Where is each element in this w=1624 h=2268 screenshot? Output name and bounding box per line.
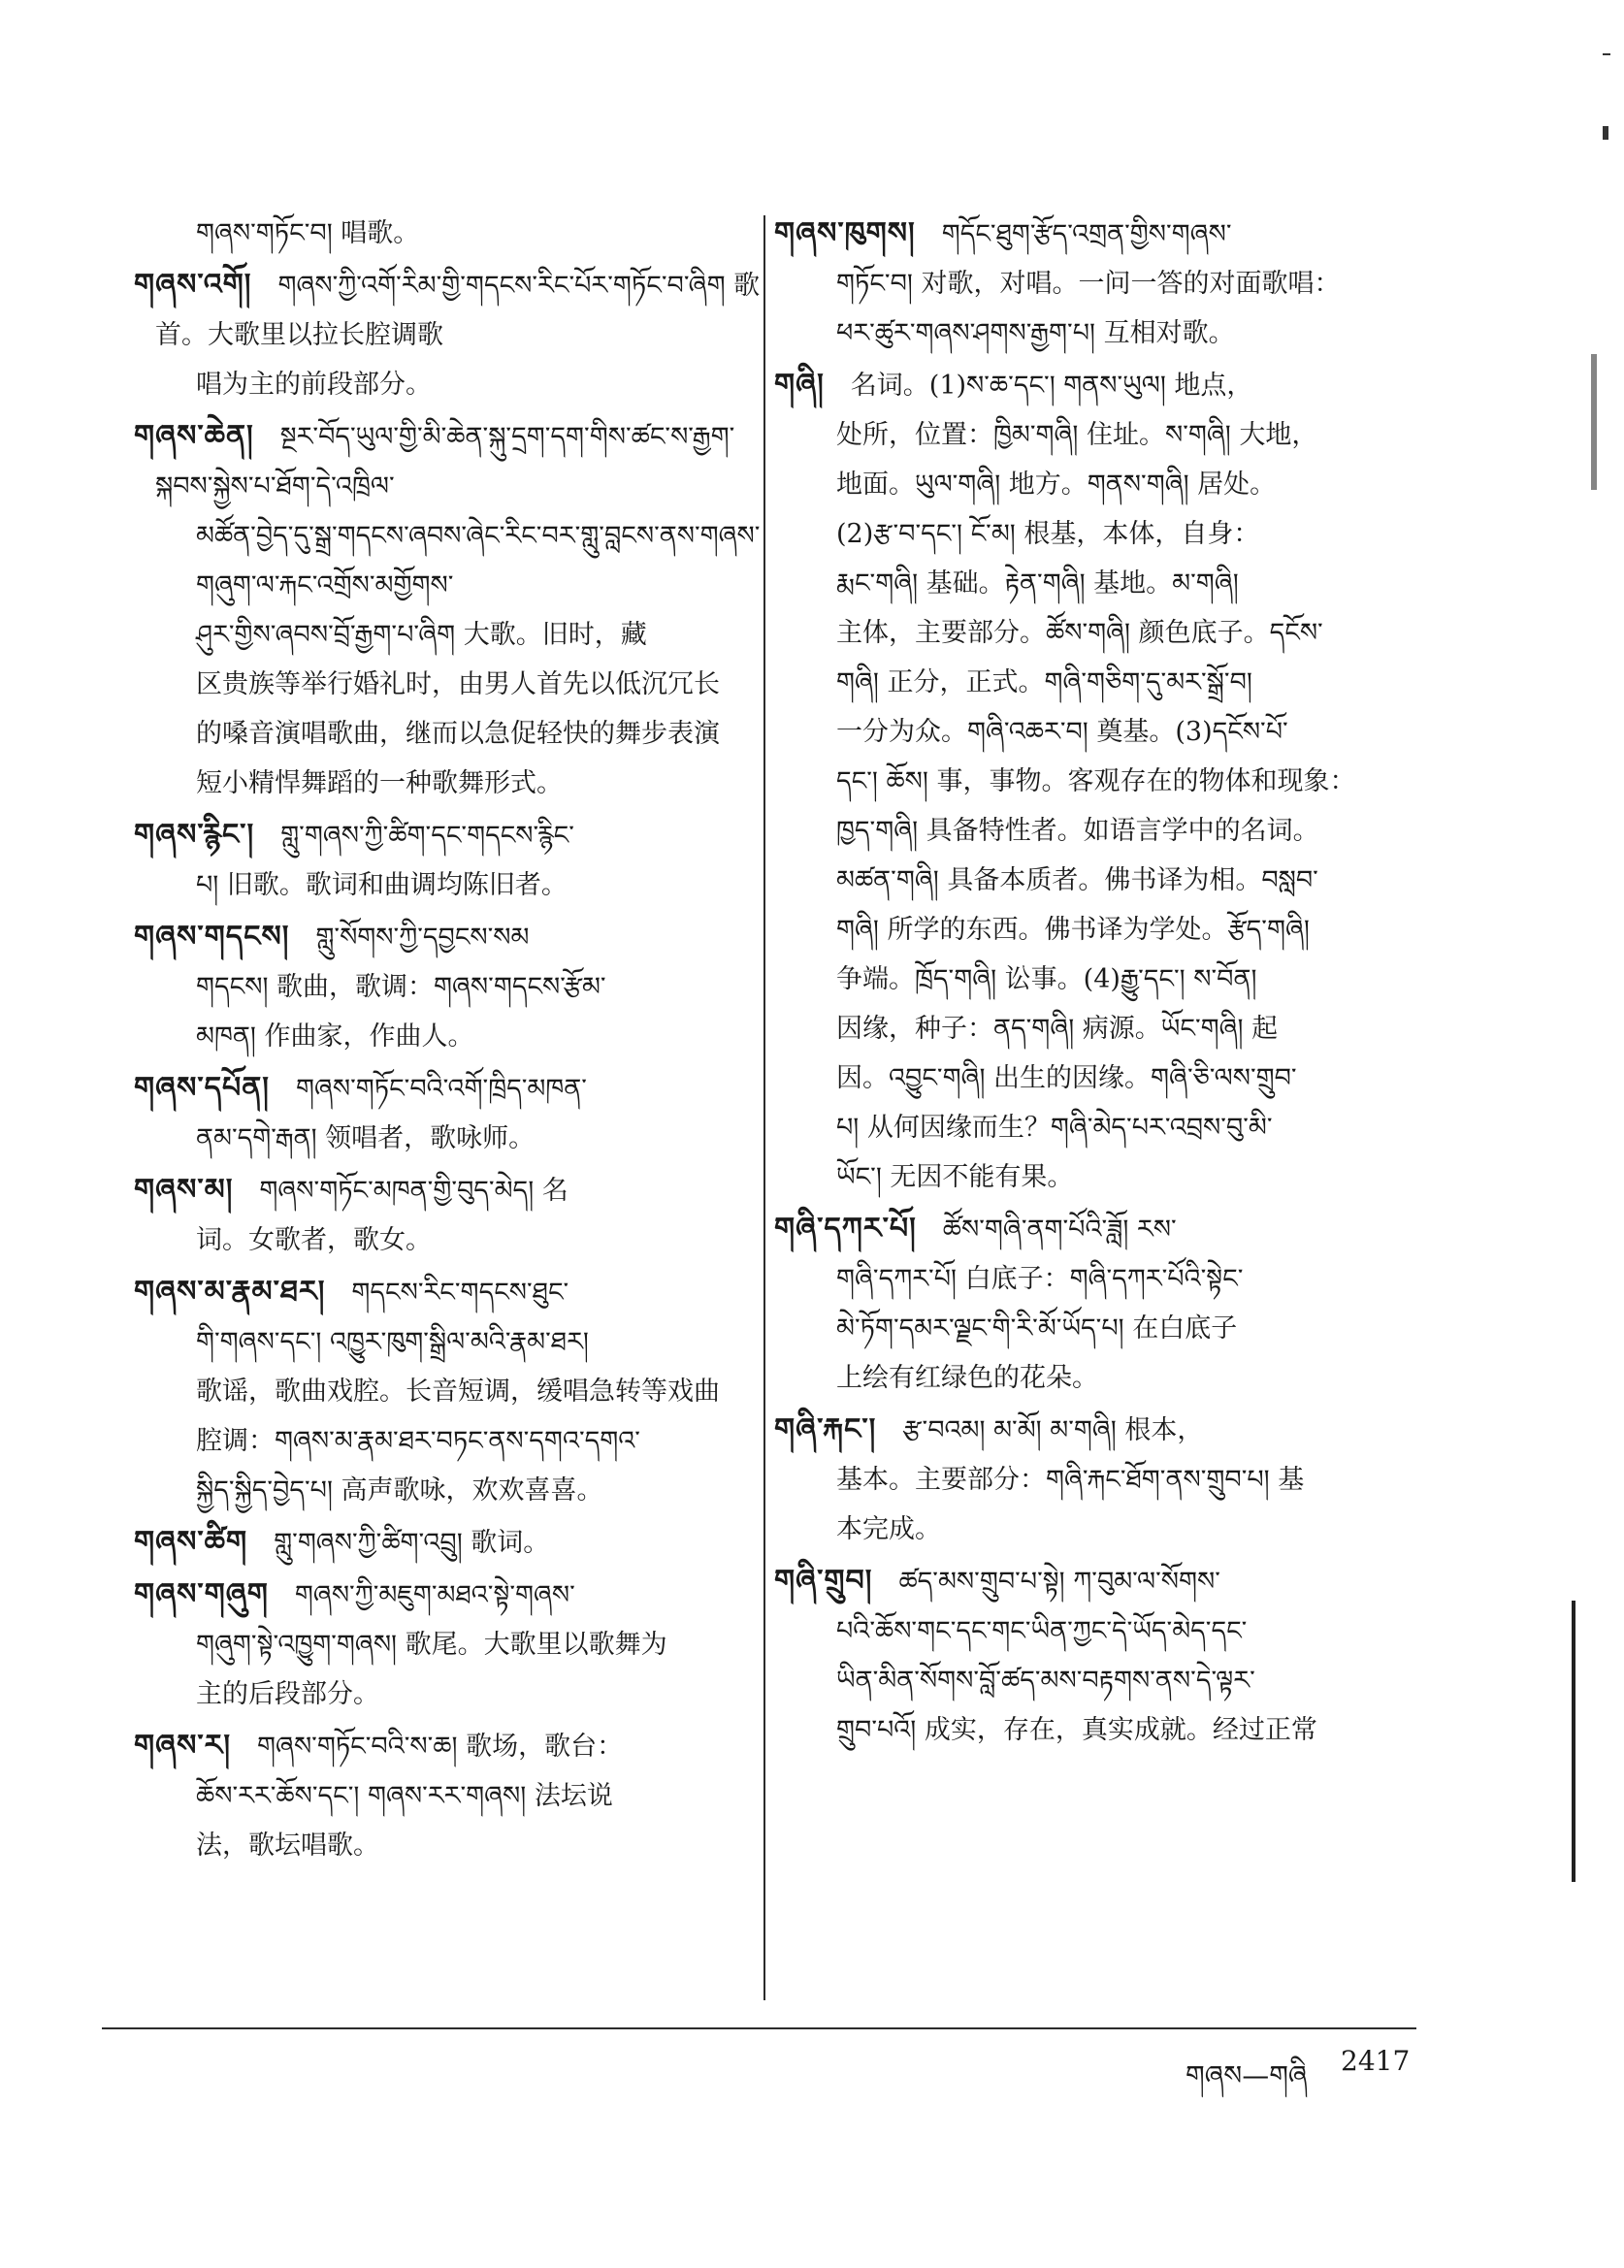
entry-headword: གཞས་ཁུགས། xyxy=(774,216,916,250)
entry-text: 唱为主的前段部分。 xyxy=(196,370,432,400)
entry-text: ཕར་ཚུར་གཞས་ཤགས་རྒྱག་པ། 互相对歌。 xyxy=(836,318,1235,348)
entry-text: 本完成。 xyxy=(836,1514,941,1544)
dictionary-entry xyxy=(774,1556,1416,1755)
entry-text: གཏོང་བ། 对歌，对唱。一问一答的对面歌唱： xyxy=(836,269,1341,299)
entry-text: ཁྱད་གཞི། 具备特性者。如语言学中的名词。 xyxy=(836,816,1319,846)
entry-headword: གཞས་གདངས། xyxy=(134,920,290,954)
entry-text: 一分为众。གཞི་འཆར་བ། 奠基。(3)དངོས་པོ་ xyxy=(836,717,1288,747)
dictionary-entry xyxy=(774,209,1416,358)
entry-text: 主的后段部分。 xyxy=(196,1679,379,1709)
entry-text: 的嗓音演唱歌曲，继而以急促轻快的舞步表演 xyxy=(196,719,720,749)
entry-text: པ། 旧歌。歌词和曲调均陈旧者。 xyxy=(196,870,568,900)
entry-text: མཁན། 作曲家，作曲人。 xyxy=(196,1021,474,1052)
entry-text: མཚོན་བྱེད་དུ་སྒྲ་གདངས་ཞབས་ཞེང་རིང་བར་གླུ་བླངས་ནས་གཞས་གཞུག་ལ་རྐང་འགྲོས་མགྱོགས་ xyxy=(196,521,761,600)
entry-text: མཚན་གཞི། 具备本质者。佛书译为相。བསླབ་ xyxy=(836,865,1318,895)
entry-text: གཞི། 正分，正式。གཞི་གཅིག་དུ་མར་སྒྲོ་བ། xyxy=(836,667,1252,697)
entry-text: གཞས་གཏོང་བ། 唱歌。 xyxy=(196,218,420,248)
scan-mark xyxy=(1572,1601,1575,1882)
entry-text: གླུ་གཞས་ཀྱི་ཚིག་འབྲུ། 歌词。 xyxy=(274,1528,550,1558)
scan-mark xyxy=(1603,53,1610,55)
dictionary-entry xyxy=(134,411,776,808)
running-head: གཞས—གཞི xyxy=(1186,2059,1308,2091)
entry-headword: གཞི་རྐང་། xyxy=(774,1412,877,1446)
entry-text: ཚད་མས་གྲུབ་པ་སྟེ། ཀ་བུམ་ལ་སོགས་ xyxy=(898,1567,1220,1597)
entry-text: རྨང་གཞི། 基础。རྟེན་གཞི། 基地。མ་གཞི། xyxy=(836,568,1239,599)
dictionary-entry xyxy=(134,810,776,910)
entry-text: གྲུབ་པའོ། 成实，存在，真实成就。经过正常 xyxy=(836,1715,1317,1745)
entry-text: གདངས། 歌曲，歌调：གཞས་གདངས་རྩོམ་ xyxy=(196,972,606,1002)
entry-text: 主体，主要部分。ཚོས་གཞི། 颜色底子。དངོས་ xyxy=(836,618,1323,648)
entry-headword: གཞི་དཀར་པོ། xyxy=(774,1212,917,1246)
entry-headword: གཞས་མ་རྣམ་ཐར། xyxy=(134,1275,326,1309)
entry-text: 腔调：གཞས་མ་རྣམ་ཐར་བཏང་ནས་དགའ་དགའ་ xyxy=(196,1426,640,1456)
entry-text: ཡོང་། 无因不能有果。 xyxy=(836,1162,1074,1192)
entry-text: གཞུག་སྟེ་འཁྱུག་གཞས། 歌尾。大歌里以歌舞为 xyxy=(196,1630,667,1660)
dictionary-entry xyxy=(134,1517,776,1568)
page-number: 2417 xyxy=(1341,2045,1411,2077)
entry-text: 因缘，种子：ནད་གཞི། 病源。ཡོང་གཞི། 起 xyxy=(836,1014,1279,1044)
dictionary-entry xyxy=(134,260,776,409)
entry-text: པ། 从何因缘而生？གཞི་མེད་པར་འབྲས་བུ་མི་ xyxy=(836,1113,1273,1143)
entry-text: དང་། ཆོས། 事，事物。客观存在的物体和现象： xyxy=(836,766,1356,796)
entry-headword: གཞས་ཚིག xyxy=(134,1525,248,1559)
entry-text: པའི་ཆོས་གང་དང་གང་ཡིན་ཀྱང་དེ་ཡོད་མེད་དང་ xyxy=(836,1616,1248,1646)
entry-text: གཞི་དཀར་པོ། 白底子：གཞི་དཀར་པོའི་སྟེང་ xyxy=(836,1264,1244,1294)
entry-text: 处所，位置：ཁྱིམ་གཞི། 住址。ས་གཞི། 大地， xyxy=(836,420,1318,450)
entry-text: 词。女歌者，歌女。 xyxy=(196,1225,432,1255)
entry-text: 地面。ཡུལ་གཞི། 地方。གནས་གཞི། 居处。 xyxy=(836,470,1277,500)
entry-text: ཡིན་མིན་སོགས་བློ་ཚད་མས་བརྟགས་ནས་དེ་ལྟར་ xyxy=(836,1666,1255,1696)
footer-rule xyxy=(102,2027,1416,2029)
entry-text: གི་གཞས་དང་། འཁྱུར་ཁུག་སྒྲིལ་མའི་རྣམ་ཐར། xyxy=(196,1327,589,1357)
entry-text: གླུ་གཞས་ཀྱི་ཚིག་དང་གདངས་རྙིང་ xyxy=(280,821,574,851)
dictionary-entry xyxy=(155,209,776,258)
entry-text: སྐྱིད་སྐྱིད་བྱེད་པ། 高声歌咏，欢欢喜喜。 xyxy=(196,1475,603,1506)
entry-text: རྩ་བའམ། མ་མོ། མ་གཞི། 根本， xyxy=(902,1415,1204,1445)
column-divider xyxy=(763,215,765,2000)
entry-text: 基本。主要部分：གཞི་རྐང་ཐོག་ནས་གྲུབ་པ། 基 xyxy=(836,1465,1305,1495)
entry-text: ཤུར་གྱིས་ཞབས་བྲོ་རྒྱག་པ་ཞིག 大歌。旧时，藏 xyxy=(196,620,647,650)
dictionary-entry xyxy=(134,912,776,1061)
dictionary-entry xyxy=(774,360,1416,1202)
scan-mark xyxy=(1591,354,1597,490)
entry-text: གཞས་ཀྱི་འགོ་རིམ་གྱི་གདངས་རིང་པོར་གཏོང་བ་ཞིག 歌首。大歌里以拉长腔调歌 xyxy=(155,271,761,350)
entry-text: 因。འབྱུང་གཞི། 出生的因缘。གཞི་ཅི་ལས་གྲུབ་ xyxy=(836,1063,1297,1093)
entry-text: 短小精悍舞蹈的一种歌舞形式。 xyxy=(196,768,563,798)
dictionary-entry xyxy=(774,1204,1416,1403)
entry-text: མེ་ཏོག་དམར་ལྗང་གི་རི་མོ་ཡོད་པ། 在白底子 xyxy=(836,1313,1238,1344)
entry-headword: གཞི། xyxy=(774,368,825,402)
entry-text: གླུ་སོགས་ཀྱི་དབྱངས་སམ xyxy=(315,923,530,953)
entry-headword: གཞས་དཔོན། xyxy=(134,1071,270,1105)
right-column xyxy=(774,209,1416,1757)
entry-text: 名词。(1)ས་ཆ་དང་། གནས་ཡུལ། 地点， xyxy=(850,371,1253,401)
entry-text: 争端。ཁྲོད་གཞི། 讼事。(4)རྒྱུ་དང་། ས་བོན། xyxy=(836,964,1257,994)
entry-text: གདངས་རིང་གདངས་ཐུང་ xyxy=(351,1278,569,1308)
dictionary-entry xyxy=(134,1721,776,1870)
scan-mark xyxy=(1603,126,1608,140)
entry-text: སྔར་བོད་ཡུལ་གྱི་མི་ཆེན་སྐུ་དྲག་དག་གིས་ཚང་ས་རྒྱག་སྐབས་སྐྱེས་པ་ཐོག་དེ་འཁྲིལ་ xyxy=(155,422,735,502)
entry-text: 区贵族等举行婚礼时，由男人首先以低沉冗长 xyxy=(196,669,720,699)
entry-text: གཞས་ཀྱི་མཇུག་མཐའ་སྟེ་གཞས་ xyxy=(294,1580,575,1610)
dictionary-entry xyxy=(134,1063,776,1163)
dictionary-entry xyxy=(134,1165,776,1265)
entry-text: ནམ་དགེ་རྒན། 领唱者，歌咏师。 xyxy=(196,1123,536,1153)
entry-text: གདོང་ཐུག་རྩོད་འགྲན་གྱིས་གཞས་ xyxy=(941,219,1232,249)
entry-headword: གཞས་འགོ། xyxy=(134,268,252,302)
entry-text: གཞས་གཏོང་བའི་འགོ་ཁྲིད་མཁན་ xyxy=(295,1074,587,1104)
dictionary-entry xyxy=(774,1405,1416,1554)
entry-text: 法，歌坛唱歌。 xyxy=(196,1831,379,1861)
entry-text: ཆོས་རར་ཆོས་དང་། གཞས་རར་གཞས། 法坛说 xyxy=(196,1781,613,1811)
entry-headword: གཞས་མ། xyxy=(134,1173,234,1207)
entry-headword: གཞས་ར། xyxy=(134,1729,232,1763)
entry-text: གཞས་གཏོང་མཁན་གྱི་བུད་མེད། 名 xyxy=(259,1176,568,1206)
entry-text: གཞས་གཏོང་བའི་ས་ཆ། 歌场，歌台： xyxy=(257,1732,624,1762)
entry-text: 歌谣，歌曲戏腔。长音短调，缓唱急转等戏曲 xyxy=(196,1377,720,1407)
entry-headword: གཞས་ཆེན། xyxy=(134,419,254,453)
entry-text: གཞི། 所学的东西。佛书译为学处。རྩོད་གཞི། xyxy=(836,915,1310,945)
entry-text: (2)རྩ་བ་དང་། ངོ་མ། 根基，本体，自身： xyxy=(836,519,1260,549)
left-column xyxy=(134,209,776,1872)
entry-headword: གཞས་གཞུག xyxy=(134,1577,269,1611)
entry-text: ཚོས་གཞི་ནག་པོའི་ཟློ། རས་ xyxy=(942,1215,1177,1245)
dictionary-entry xyxy=(134,1267,776,1515)
entry-headword: གཞི་གྲུབ། xyxy=(774,1564,873,1598)
entry-headword: གཞས་རྙིང་། xyxy=(134,818,255,852)
dictionary-entry xyxy=(134,1570,776,1719)
entry-text: 上绘有红绿色的花朵。 xyxy=(836,1363,1098,1393)
